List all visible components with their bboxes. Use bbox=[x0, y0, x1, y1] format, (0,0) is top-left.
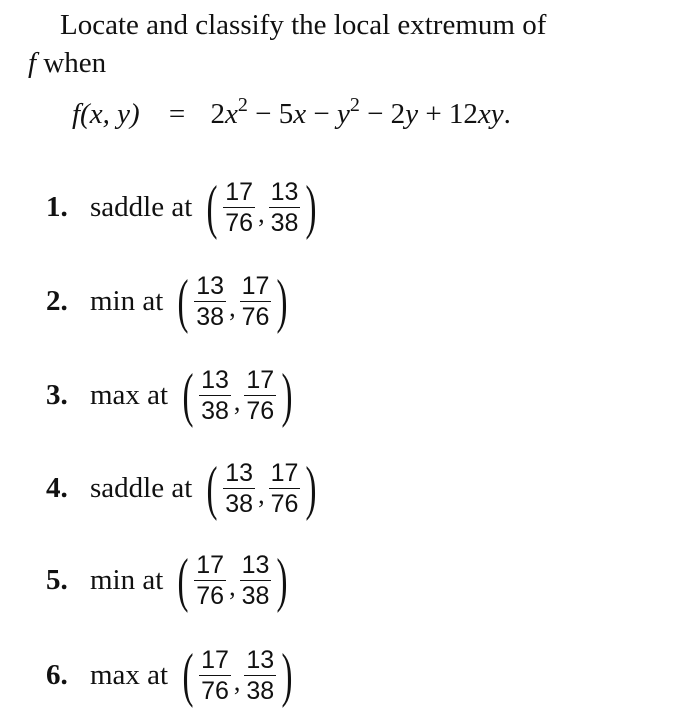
question-line-1: Locate and classify the local extremum of bbox=[60, 9, 547, 41]
term-5-op: + 12 bbox=[418, 98, 478, 130]
term-5-var: xy bbox=[477, 98, 504, 130]
comma: , bbox=[229, 572, 236, 601]
x-denominator: 76 bbox=[201, 676, 229, 705]
right-paren: ) bbox=[281, 362, 293, 428]
left-paren: ( bbox=[177, 268, 189, 334]
point-tuple bbox=[178, 362, 297, 428]
term-1-var: x bbox=[224, 98, 238, 130]
option-label: min at bbox=[90, 284, 164, 317]
term-3-op: − bbox=[306, 98, 337, 130]
option-label: saddle at bbox=[90, 471, 193, 504]
term-2-var: x bbox=[293, 98, 307, 130]
y-fraction bbox=[240, 552, 272, 609]
y-fraction bbox=[244, 647, 276, 704]
x-fraction bbox=[194, 273, 226, 330]
point-tuple bbox=[173, 547, 292, 613]
answer-option-2[interactable] bbox=[46, 266, 292, 336]
y-fraction bbox=[269, 179, 301, 236]
option-label: max at bbox=[90, 658, 169, 691]
x-fraction bbox=[199, 367, 231, 424]
point-tuple bbox=[202, 455, 321, 521]
x-denominator: 38 bbox=[225, 489, 254, 518]
x-denominator: 76 bbox=[225, 208, 254, 237]
left-paren: ( bbox=[206, 174, 218, 240]
term-1-coef: 2 bbox=[210, 98, 225, 130]
comma: , bbox=[233, 667, 241, 696]
y-numerator: 13 bbox=[270, 177, 299, 206]
y-numerator: 17 bbox=[270, 458, 299, 487]
y-fraction bbox=[269, 460, 301, 517]
answer-option-3[interactable] bbox=[46, 360, 297, 430]
answer-option-1[interactable] bbox=[46, 172, 321, 242]
answer-option-6[interactable] bbox=[46, 640, 297, 710]
y-numerator: 17 bbox=[241, 271, 270, 300]
option-number: 3. bbox=[46, 378, 68, 411]
term-1-exp: 2 bbox=[237, 94, 248, 116]
y-numerator: 17 bbox=[246, 365, 275, 394]
y-denominator: 76 bbox=[270, 489, 299, 518]
option-label: max at bbox=[90, 378, 169, 411]
option-number: 1. bbox=[46, 190, 68, 223]
option-number: 5. bbox=[46, 563, 68, 596]
question-line-2 bbox=[28, 44, 668, 82]
left-paren: ( bbox=[177, 547, 189, 613]
formula-end: . bbox=[503, 98, 511, 130]
formula-lhs: f(x, y) bbox=[72, 98, 140, 130]
y-fraction bbox=[240, 273, 272, 330]
comma: , bbox=[233, 387, 241, 416]
function-name: f bbox=[28, 47, 37, 79]
option-number: 6. bbox=[46, 658, 68, 691]
y-denominator: 38 bbox=[241, 581, 270, 610]
x-denominator: 38 bbox=[196, 302, 225, 331]
right-paren: ) bbox=[276, 268, 288, 334]
right-paren: ) bbox=[305, 174, 317, 240]
term-4-op: − 2 bbox=[359, 98, 406, 130]
right-paren: ) bbox=[281, 642, 293, 708]
left-paren: ( bbox=[182, 362, 194, 428]
y-fraction bbox=[244, 367, 276, 424]
x-fraction bbox=[223, 179, 255, 236]
x-numerator: 17 bbox=[225, 177, 254, 206]
y-denominator: 76 bbox=[246, 396, 275, 425]
question-line-2-rest: when bbox=[36, 47, 107, 79]
term-3-exp: 2 bbox=[349, 94, 360, 116]
x-numerator: 13 bbox=[225, 458, 254, 487]
term-2-op: − 5 bbox=[247, 98, 294, 130]
option-number: 2. bbox=[46, 284, 68, 317]
right-paren: ) bbox=[276, 547, 288, 613]
answer-option-4[interactable] bbox=[46, 453, 321, 523]
x-numerator: 17 bbox=[196, 550, 225, 579]
option-label: saddle at bbox=[90, 190, 193, 223]
right-paren: ) bbox=[305, 455, 317, 521]
x-fraction bbox=[199, 647, 231, 704]
point-tuple bbox=[178, 642, 297, 708]
x-denominator: 76 bbox=[196, 581, 225, 610]
left-paren: ( bbox=[182, 642, 194, 708]
y-denominator: 38 bbox=[246, 676, 275, 705]
function-formula bbox=[72, 94, 511, 134]
option-number: 4. bbox=[46, 471, 68, 504]
x-numerator: 13 bbox=[196, 271, 225, 300]
x-numerator: 17 bbox=[201, 645, 229, 674]
x-numerator: 13 bbox=[201, 365, 229, 394]
point-tuple bbox=[173, 268, 292, 334]
x-fraction bbox=[194, 552, 226, 609]
left-paren: ( bbox=[206, 455, 218, 521]
comma: , bbox=[258, 480, 265, 509]
x-fraction bbox=[223, 460, 255, 517]
y-denominator: 38 bbox=[270, 208, 299, 237]
term-4-var: y bbox=[405, 98, 419, 130]
formula-equals: = bbox=[168, 98, 186, 130]
point-tuple bbox=[202, 174, 321, 240]
y-denominator: 76 bbox=[241, 302, 270, 331]
answer-option-5[interactable] bbox=[46, 545, 292, 615]
x-denominator: 38 bbox=[201, 396, 229, 425]
term-3-var: y bbox=[336, 98, 350, 130]
comma: , bbox=[258, 199, 265, 228]
option-label: min at bbox=[90, 563, 164, 596]
question-text bbox=[28, 6, 668, 82]
comma: , bbox=[229, 293, 236, 322]
y-numerator: 13 bbox=[246, 645, 275, 674]
y-numerator: 13 bbox=[241, 550, 270, 579]
